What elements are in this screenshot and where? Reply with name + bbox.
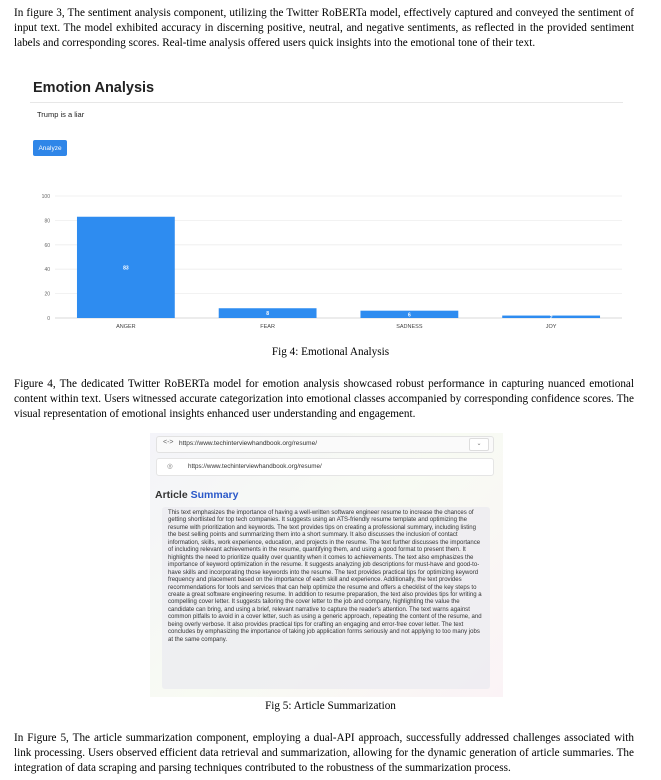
y-tick-label: 60 bbox=[44, 242, 50, 249]
y-tick-label: 20 bbox=[44, 291, 50, 298]
paragraph-figure-3: In figure 3, The sentiment analysis component, utilizing the Twitter RoBERTa model, effectively captured and conveyed the sentiment of input text. The model exhibited accuracy in discerning positive, neutral, and negative sentiments, as reflected in the provided sentiment labels and corresponding scores. Real-time analysis offered users quick insights into the emotional tone of their text. bbox=[14, 7, 634, 49]
x-tick-label: SADNESS bbox=[396, 324, 423, 330]
article-summary-figure bbox=[150, 433, 503, 697]
emotion-analysis-title: Emotion Analysis bbox=[33, 80, 155, 96]
x-tick-label: FEAR bbox=[260, 324, 275, 330]
y-tick-label: 100 bbox=[41, 194, 50, 200]
fig5-caption: Fig 5: Article Summarization bbox=[265, 700, 396, 712]
x-tick-label: ANGER bbox=[116, 324, 136, 330]
url-dropdown-value: https://www.techinterviewhandbook.org/resume/ bbox=[179, 440, 318, 447]
summary-box bbox=[162, 507, 490, 689]
link-icon: <-> bbox=[163, 439, 174, 446]
data-label: 6 bbox=[407, 312, 411, 319]
y-tick-label: 0 bbox=[47, 316, 50, 322]
heading-plain: Article bbox=[155, 489, 191, 501]
url-dropdown[interactable] bbox=[156, 436, 494, 453]
article-summary-heading bbox=[155, 489, 238, 501]
data-label: 8 bbox=[266, 311, 270, 318]
emotion-bar-chart bbox=[30, 186, 630, 340]
text-input-value: Trump is a liar bbox=[37, 110, 85, 119]
paragraph-figure-5: In Figure 5, The article summarization component, employing a dual-API approach, successfully addressed challenges associated with link processing. Users observed efficient data retrieval and summarization, allowing for the dynamic generation of article summaries. The integration of data scraping and parsing techniques contributed to the robustness of the summarization process. bbox=[14, 732, 634, 774]
data-label: 2 bbox=[549, 314, 553, 321]
paragraph-figure-4: Figure 4, The dedicated Twitter RoBERTa model for emotion analysis showcased robust performance in capturing nuanced emotional content within text. Users witnessed accurate categorization into emotional classes accompanied by corresponding confidence scores. The visual representation of emotional insights enhanced user understanding and engagement. bbox=[14, 378, 634, 420]
data-label: 83 bbox=[123, 265, 129, 272]
text-input[interactable] bbox=[33, 108, 618, 134]
summary-text: This text emphasizes the importance of having a well-written software engineer resume to increase the chances of getting shortlisted for top tech companies. It suggests using an ATS-friendly resume template and optimizing the resume with prioritization and keywords. The text provides tips on creating a professional summary, including listing the best selling points and summarizing them into a short summary. It also discusses the inclusion of contact information, skills, work experience, education, and projects in the resume. The text further discusses the importance of including relevant achievements in the resume, quantifying them, and using a good format to present them. It highlights the need to prioritize quality over quantity when it comes to achievements. The text also emphasizes the importance of keyword optimization in the resume. It suggests analyzing job descriptions for must-have and good-to-have skills and incorporating those keywords into the resume. The text provides practical tips for optimizing keyword frequency and placement based on the importance of each skill and experience. Additionally, the text provides recommendations for tools and services that can help optimize the resume and offers a checklist of the key steps to create a great software engineering resume. In addition to resume preparation, the text also provides tips for writing a compelling cover letter. It suggests tailoring the cover letter to the job and company, highlighting the value the candidate can bring, and using a brief, relevant narrative to capture the reader's attention. The text warns against common pitfalls to avoid in a cover letter, such as using a generic approach, repeating the content of the resume, and being overly verbose. It also provides practical tips for crafting an engaging and error-free cover letter. The text concludes by emphasizing the importance of taking job application forms seriously and not applying to too many jobs at the same company. bbox=[168, 510, 482, 643]
globe-icon: ◎ bbox=[167, 463, 173, 470]
y-tick-label: 40 bbox=[44, 267, 50, 274]
fig4-caption: Fig 4: Emotional Analysis bbox=[271, 346, 390, 358]
y-tick-label: 80 bbox=[44, 218, 50, 225]
chevron-down-icon[interactable]: ⌄ bbox=[469, 438, 489, 451]
emotion-analysis-figure bbox=[30, 78, 630, 340]
x-tick-label: JOY bbox=[545, 324, 557, 330]
divider bbox=[30, 102, 623, 103]
url-input-value: https://www.techinterviewhandbook.org/resume/ bbox=[188, 463, 322, 470]
url-input[interactable] bbox=[156, 458, 494, 476]
heading-accent: Summary bbox=[190, 489, 239, 501]
analyze-button[interactable]: Analyze bbox=[33, 140, 67, 156]
